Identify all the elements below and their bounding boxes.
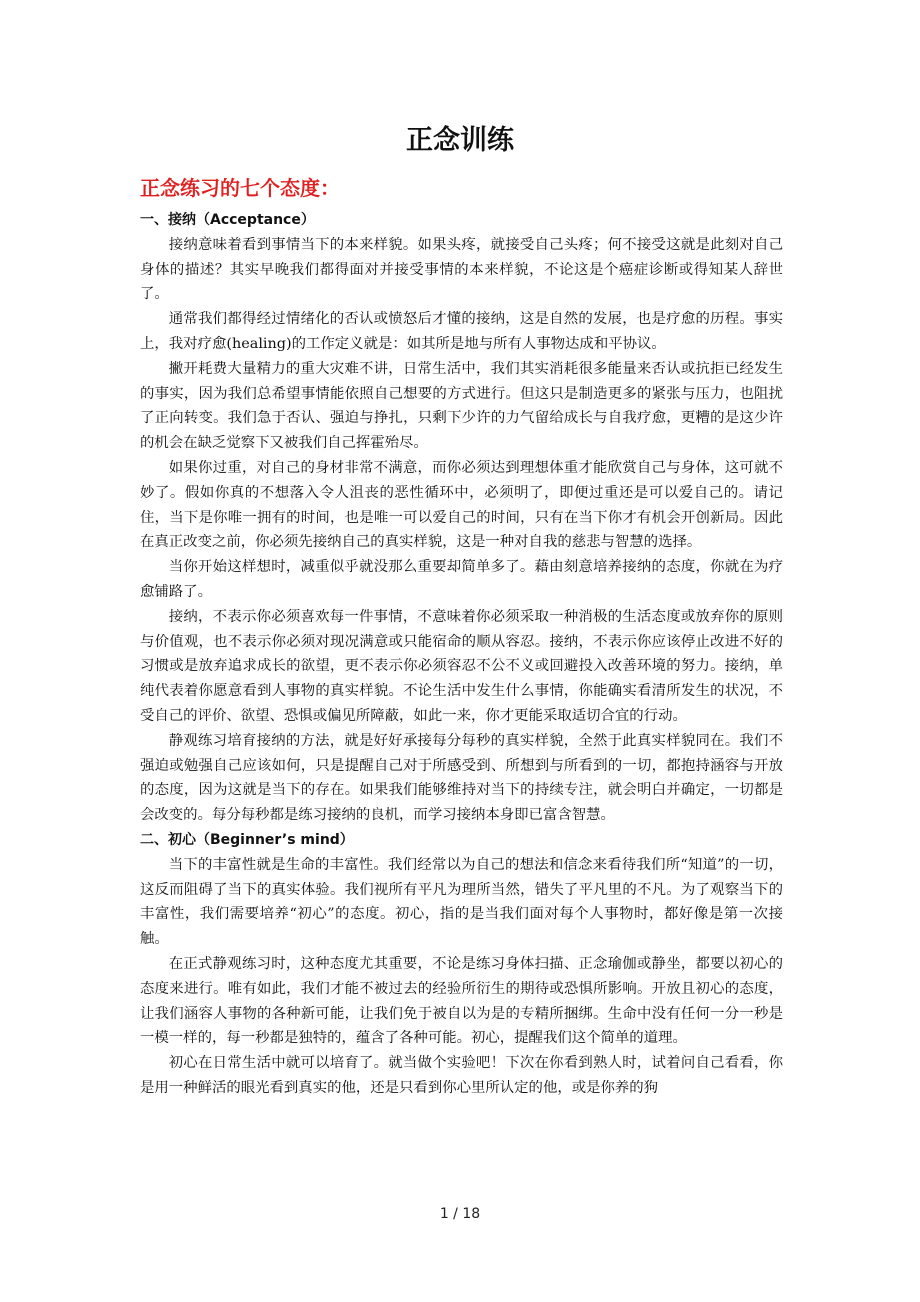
paragraph: 在正式静观练习时，这种态度尤其重要，不论是练习身体扫描、正念瑜伽或静坐，都要以初心的态度来进行。唯有如此，我们才能不被过去的经验所衍生的期待或恐惧所影响。开放且初心的态度，让我们涵容人事物的各种新可能，让我们免于被自以为是的专精所捆绑。生命中没有任何一分一秒是一模一样的，每一秒都是独特的，蕴含了各种可能。初心，提醒我们这个简单的道理。: [140, 955, 783, 1047]
document-body: [140, 208, 783, 1101]
paragraph: 接纳意味着看到事情当下的本来样貌。如果头疼，就接受自己头疼；何不接受这就是此刻对自己身体的描述？其实早晚我们都得面对并接受事情的本来样貌，不论这是个癌症诊断或得知某人辞世了。: [140, 236, 783, 303]
paragraph: 通常我们都得经过情绪化的否认或愤怒后才懂的接纳，这是自然的发展，也是疗愈的历程。事实上，我对疗愈(healing)的工作定义就是：如其所是地与所有人事物达成和平协议。: [140, 311, 783, 352]
paragraph: 当下的丰富性就是生命的丰富性。我们经常以为自己的想法和信念来看待我们所“知道”的一切，这反而阻碍了当下的真实体验。我们视所有平凡为理所当然，错失了平凡里的不凡。为了观察当下的丰富性，我们需要培养“初心”的态度。初心，指的是当我们面对每个人事物时，都好像是第一次接触。: [140, 856, 783, 948]
section-heading: 一、接纳（Acceptance）: [140, 212, 315, 228]
section-acceptance: [140, 208, 783, 828]
paragraph: 如果你过重，对自己的身材非常不满意，而你必须达到理想体重才能欣赏自己与身体，这可就不妙了。假如你真的不想落入令人沮丧的恶性循环中，必须明了，即便过重还是可以爱自己的。请记住，当下是你唯一拥有的时间，也是唯一可以爱自己的时间，只有在当下你才有机会开创新局。因此在真正改变之前，你必须先接纳自己的真实样貌，这是一种对自我的慈悲与智慧的选择。: [140, 459, 783, 551]
paragraph: 接纳，不表示你必须喜欢每一件事情，不意味着你必须采取一种消极的生活态度或放弃你的原则与价值观，也不表示你必须对现况满意或只能宿命的顺从容忍。接纳，不表示你应该停止改进不好的习惯或是放弃追求成长的欲望，更不表示你必须容忍不公不义或回避投入改善环境的努力。接纳，单纯代表着你愿意看到人事物的真实样貌。不论生活中发生什么事情，你能确实看清所发生的状况，不受自己的评价、欲望、恐惧或偏见所障蔽，如此一来，你才更能采取适切合宜的行动。: [140, 608, 783, 724]
paragraph: 撇开耗费大量精力的重大灾难不讲，日常生活中，我们其实消耗很多能量来否认或抗拒已经发生的事实，因为我们总希望事情能依照自己想要的方式进行。但这只是制造更多的紧张与压力，也阻扰了正向转变。我们急于否认、强迫与挣扎，只剩下少许的力气留给成长与自我疗愈，更糟的是这少许的机会在缺乏觉察下又被我们自己挥霍殆尽。: [140, 360, 783, 452]
section-subtitle: 正念练习的七个态度：: [140, 176, 340, 200]
section-heading: 二、初心（Beginner’s mind）: [140, 831, 354, 848]
paragraph: 初心在日常生活中就可以培育了。就当做个实验吧！下次在你看到熟人时，试着问自己看看，你是用一种鲜活的眼光看到真实的他，还是只看到你心里所认定的他，或是你养的狗: [140, 1055, 783, 1096]
page-title: 正念训练: [406, 125, 514, 156]
page-number: 1 / 18: [439, 1206, 481, 1222]
paragraph: 静观练习培育接纳的方法，就是好好承接每分每秒的真实样貌，全然于此真实样貌同在。我们不强迫或勉强自己应该如何，只是提醒自己对于所感受到、所想到与所看到的一切，都抱持涵容与开放的态度，因为这就是当下的存在。如果我们能够维持对当下的持续专注，就会明白并确定，一切都是会改变的。每分每秒都是练习接纳的良机，而学习接纳本身即已富含智慧。: [140, 732, 783, 824]
paragraph: 当你开始这样想时，减重似乎就没那么重要却简单多了。藉由刻意培养接纳的态度，你就在为疗愈铺路了。: [140, 559, 783, 600]
section-beginners-mind: [140, 828, 783, 1101]
